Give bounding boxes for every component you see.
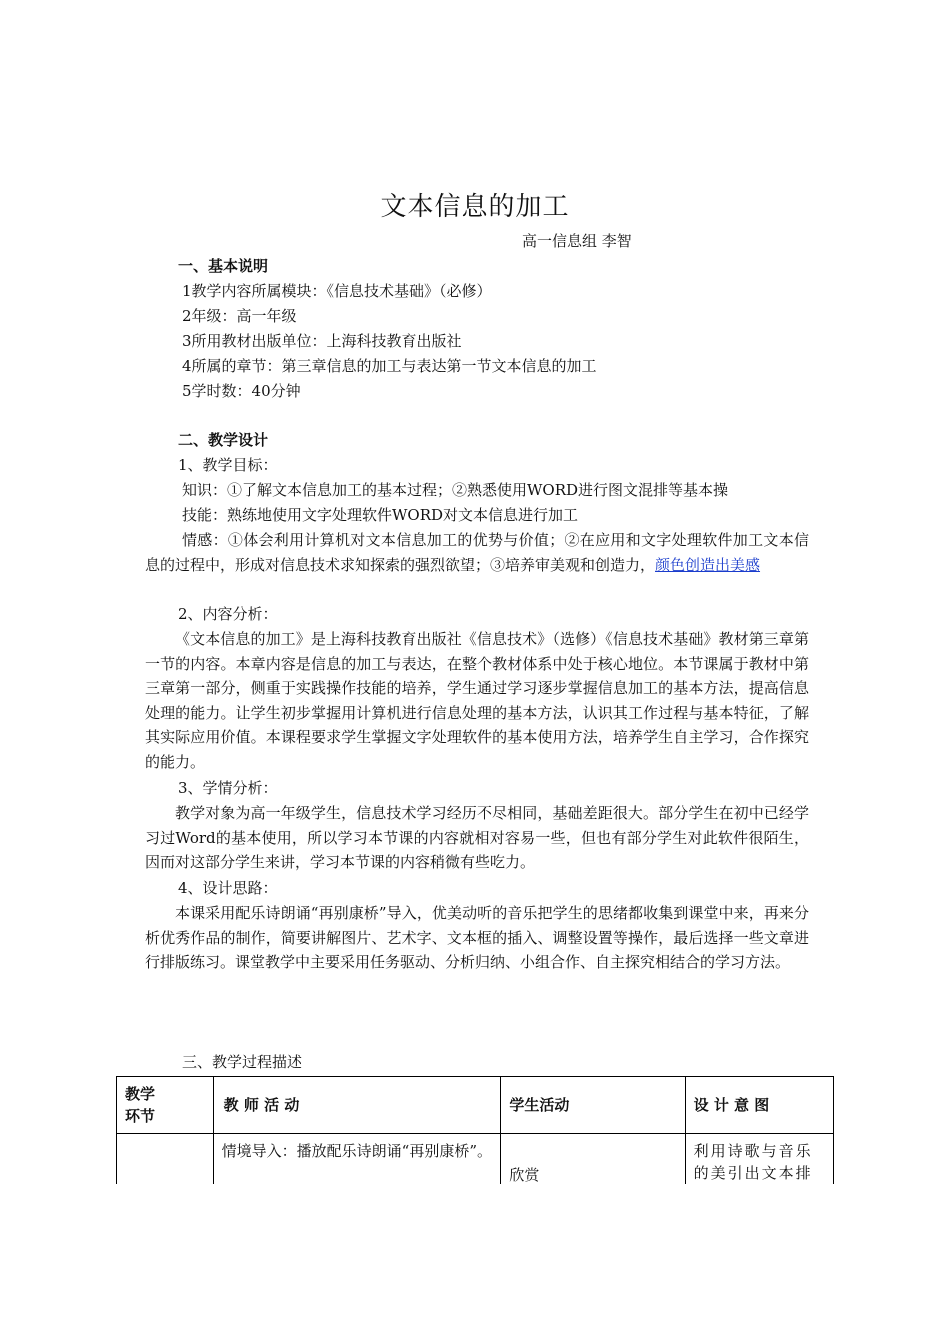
author-line: 高一信息组 李智 <box>522 232 632 250</box>
student-analysis-paragraph: 教学对象为高一年级学生，信息技术学习经历不尽相同，基础差距很大。部分学生在初中已经学习过Word的基本使用，所以学习本节课的内容就相对容易一些，但也有部分学生对此软件很陌生，因而对这部分学生来讲，学习本节课的内容稍微有些吃力。 <box>145 804 809 871</box>
goals-heading: 1、教学目标： <box>178 456 278 474</box>
basic-item: 4所属的章节：第三章信息的加工与表达第一节文本信息的加工 <box>182 357 597 375</box>
table-cell-teacher: 情境导入：播放配乐诗朗诵“再别康桥”。 <box>213 1134 501 1217</box>
emotion-goal <box>145 528 809 577</box>
content-heading: 2、内容分析： <box>178 605 278 623</box>
document-title: 文本信息的加工 <box>380 192 570 222</box>
basic-item: 3所用教材出版单位：上海科技教育出版社 <box>182 332 462 350</box>
table-header-cell: 教学 环节 <box>117 1077 214 1134</box>
basic-item: 1教学内容所属模块：《信息技术基础》（必修） <box>182 282 492 300</box>
table-cell-student: 欣赏 <box>501 1134 685 1217</box>
basic-item: 2年级：高一年级 <box>182 307 297 325</box>
table-header-row <box>117 1077 834 1134</box>
emotion-goal-text: 情感：①体会利用计算机对文本信息加工的优势与价值；②在应用和文字处理软件加工文本信息的过程中，形成对信息技术求知探索的强烈欲望；③培养审美观和创造力， <box>145 531 809 574</box>
student-heading: 3、学情分析： <box>178 779 278 797</box>
knowledge-goal: 知识：①了解文本信息加工的基本过程；②熟悉使用WORD进行图文混排等基本操 <box>182 481 729 499</box>
section1-heading: 一、基本说明 <box>178 257 269 275</box>
basic-item: 5学时数：40分钟 <box>182 382 301 400</box>
section2-heading: 二、教学设计 <box>178 431 269 449</box>
table-header-cell: 学生活动 <box>501 1077 685 1134</box>
section3-heading: 三、教学过程描述 <box>182 1053 303 1071</box>
design-heading: 4、设计思路： <box>178 879 278 897</box>
content-analysis-paragraph: 《文本信息的加工》是上海科技教育出版社《信息技术》（选修）《信息技术基础》教材第三章第一节的内容。本章内容是信息的加工与表达，在整个教材体系中处于核心地位。本节课属于教材中第三章第一部分，侧重于实践操作技能的培养，学生通过学习逐步掌握信息加工的基本方法，提高信息处理的能力。让学生初步掌握用计算机进行信息处理的基本方法，认识其工作过程与基本特征，了解其实际应用价值。本课程要求学生掌握文字处理软件的基本使用方法，培养学生自主学习，合作探究的能力。 <box>145 630 809 771</box>
table-header-cell: 设 计 意 图 <box>685 1077 833 1134</box>
table-header-cell: 教 师 活 动 <box>213 1077 501 1134</box>
table-cell-intent: 利用诗歌与音乐的美引出文本排 <box>685 1134 833 1217</box>
page-cutoff <box>0 1184 950 1344</box>
design-paragraph: 本课采用配乐诗朗诵“再别康桥”导入，优美动听的音乐把学生的思绪都收集到课堂中来，再来分析优秀作品的制作，简要讲解图片、艺术字、文本框的插入、调整设置等操作，最后选择一些文章进行排版练习。课堂教学中主要采用任务驱动、分析归纳、小组合作、自主探究相结合的学习方法。 <box>145 904 809 971</box>
skill-goal: 技能：熟练地使用文字处理软件WORD对文本信息进行加工 <box>182 506 579 524</box>
emotion-link[interactable]: 颜色创造出美感 <box>655 555 761 574</box>
